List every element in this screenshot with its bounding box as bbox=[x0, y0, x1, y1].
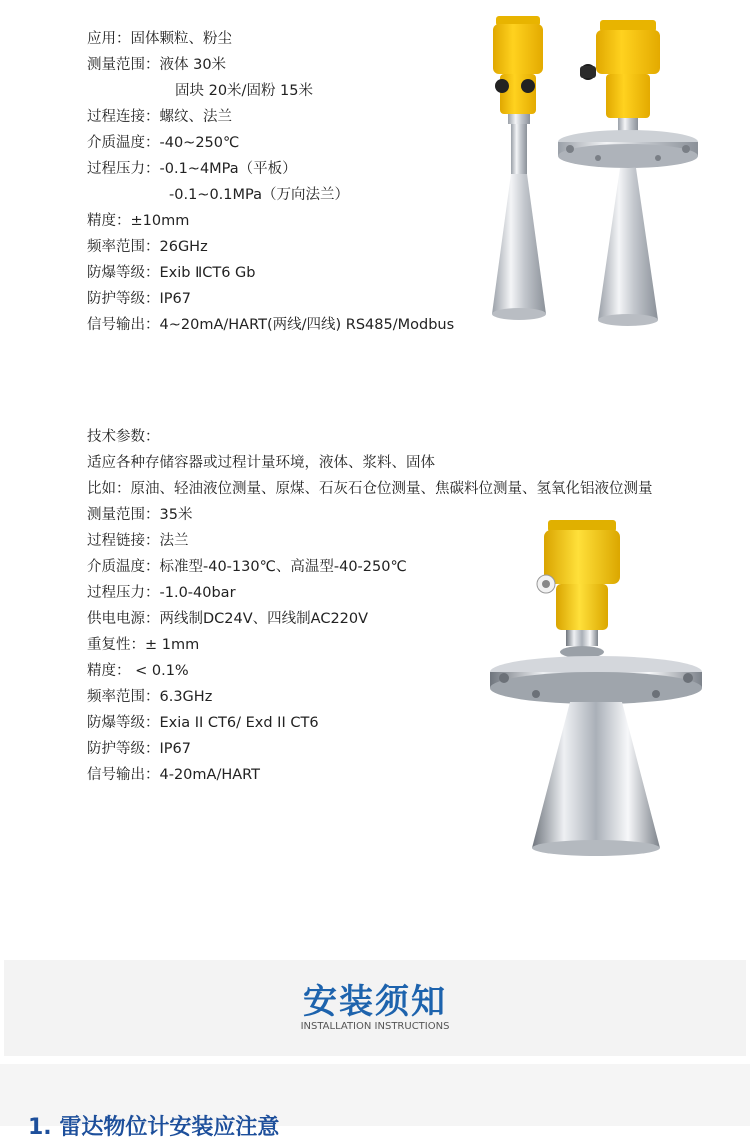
spec-row: 重复性：± 1mm bbox=[87, 637, 200, 653]
spec-row: 精度：±10mm bbox=[87, 213, 190, 229]
spec-row: 频率范围：6.3GHz bbox=[87, 689, 213, 705]
spec-row: 防护等级：IP67 bbox=[87, 741, 191, 757]
section-heading: 1. 雷达物位计安装应注意 bbox=[28, 1115, 280, 1140]
spec-row: 信号输出：4-20mA/HART bbox=[87, 767, 261, 783]
spec-row: 防爆等级：Exib ⅡCT6 Gb bbox=[87, 265, 256, 281]
spec-row: 过程链接：法兰 bbox=[87, 533, 189, 549]
spec-row: 频率范围：26GHz bbox=[87, 239, 208, 255]
spec-row: 技术参数： bbox=[87, 429, 160, 445]
product-image-flange-horn-radar bbox=[484, 512, 710, 862]
spec-row: 适应各种存储容器或过程计量环境，液体、浆料、固体 bbox=[87, 455, 435, 471]
spec-row: -0.1~0.1MPa（万向法兰） bbox=[169, 187, 349, 203]
spec-row: 测量范围：液体 30米 bbox=[87, 57, 227, 73]
spec-row: 信号输出：4~20mA/HART(两线/四线) RS485/Modbus bbox=[87, 317, 455, 333]
spec-row: 介质温度：标准型-40-130℃、高温型-40-250℃ bbox=[87, 559, 407, 575]
spec-row: 过程压力：-1.0-40bar bbox=[87, 585, 236, 601]
spec-row: 防护等级：IP67 bbox=[87, 291, 191, 307]
spec-row: 介质温度：-40~250℃ bbox=[87, 135, 240, 151]
spec-row: 精度： < 0.1% bbox=[87, 663, 189, 679]
product-image-horn-radar-pair bbox=[480, 10, 700, 330]
banner-subtitle: INSTALLATION INSTRUCTIONS bbox=[300, 1021, 450, 1032]
spec-list-26ghz bbox=[87, 26, 454, 338]
spec-row: 防爆等级：Exia II CT6/ Exd II CT6 bbox=[87, 715, 319, 731]
spec-row: 过程连接：螺纹、法兰 bbox=[87, 109, 232, 125]
banner-title: 安装须知 bbox=[303, 982, 447, 1022]
spec-row: 固块 20米/固粉 15米 bbox=[175, 83, 314, 99]
spec-row: 过程压力：-0.1~4MPa（平板） bbox=[87, 161, 297, 177]
spec-row: 供电电源：两线制DC24V、四线制AC220V bbox=[87, 611, 369, 627]
section-banner bbox=[4, 960, 746, 1056]
spec-row: 应用：固体颗粒、粉尘 bbox=[87, 31, 232, 47]
spec-row: 比如：原油、轻油液位测量、原煤、石灰石仓位测量、焦碳料位测量、氢氧化铝液位测量 bbox=[87, 481, 653, 497]
spec-row: 测量范围：35米 bbox=[87, 507, 193, 523]
